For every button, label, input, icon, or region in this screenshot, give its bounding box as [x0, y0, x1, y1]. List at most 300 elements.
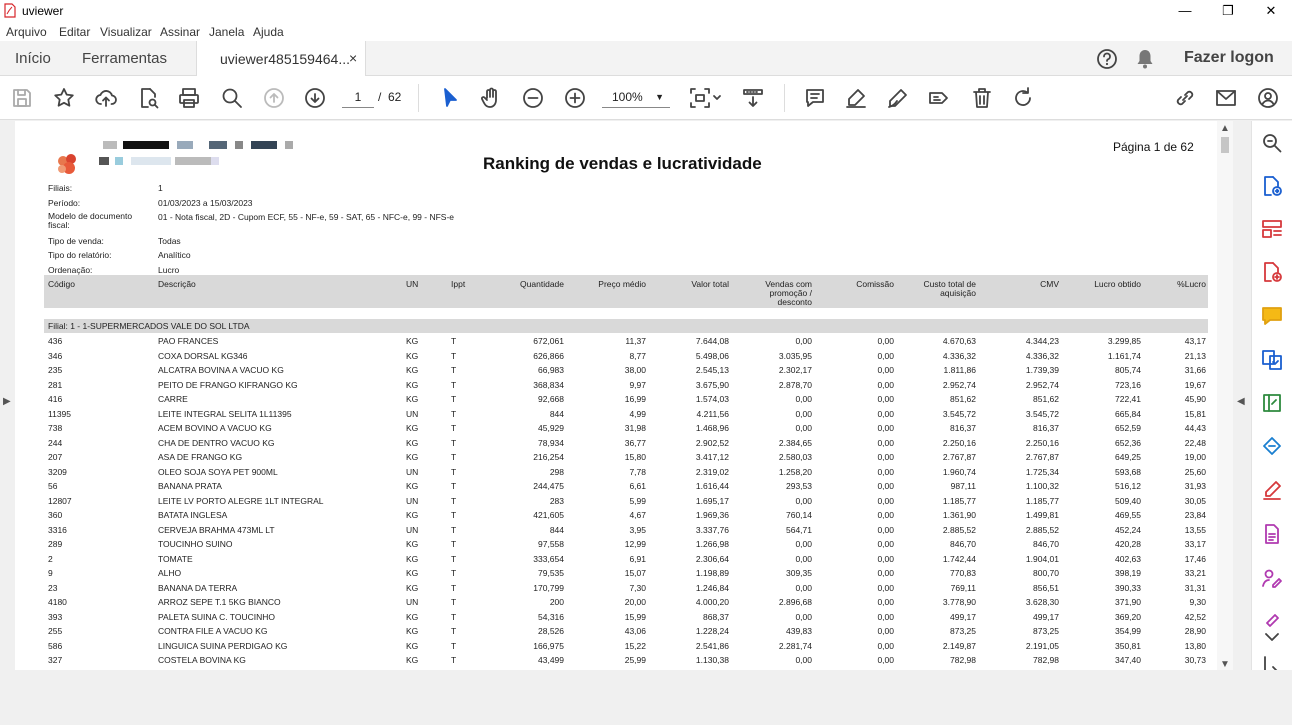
cell-code: 9: [48, 568, 53, 578]
cell-acq-cost: 769,11: [950, 582, 976, 593]
cell-unit: KG: [406, 655, 419, 665]
cell-cmv: 2.191,05: [1025, 640, 1059, 651]
cell-unit: KG: [406, 423, 419, 433]
cell-promo-sales: 1.258,20: [778, 466, 812, 477]
pdf-app-icon: [4, 3, 16, 18]
cell-description: TOUCINHO SUINO: [158, 539, 233, 549]
cell-acq-cost: 782,98: [950, 655, 976, 665]
cell-cmv: 2.952,74: [1025, 379, 1059, 390]
comment-icon[interactable]: [803, 86, 827, 110]
minimize-button[interactable]: —: [1178, 3, 1192, 18]
table-row: [44, 450, 1208, 465]
cell-commission: 0,00: [877, 524, 894, 535]
cell-total-value: 3.337,76: [695, 524, 729, 535]
cell-code: 346: [48, 350, 63, 361]
table-row: [44, 436, 1208, 451]
toolbar-divider: [784, 84, 785, 112]
cell-unit: KG: [406, 611, 419, 622]
cell-acq-cost: 499,17: [950, 611, 976, 622]
cell-ippt: T: [451, 379, 457, 390]
cell-commission: 0,00: [877, 452, 894, 462]
meta-label: Filiais:: [48, 183, 73, 193]
zoom-search-tool-icon[interactable]: [1261, 132, 1285, 156]
redacted-address: [175, 157, 211, 165]
cell-code: 586: [48, 640, 63, 651]
cell-total-value: 7.644,08: [695, 336, 729, 346]
meta-label: Tipo do relatório:: [48, 250, 112, 260]
next-page-icon[interactable]: [303, 86, 327, 110]
cell-profit-percent: 21,13: [1184, 350, 1206, 361]
right-panel-collapse[interactable]: [1233, 121, 1251, 670]
rotate-icon[interactable]: [1011, 86, 1035, 110]
cell-profit: 402,63: [1115, 553, 1141, 564]
table-row: [44, 494, 1208, 509]
fill-sign-icon[interactable]: [1261, 479, 1285, 503]
cell-ippt: T: [451, 437, 457, 448]
table-row: [44, 610, 1208, 625]
cell-unit: KG: [406, 582, 419, 593]
cell-commission: 0,00: [877, 640, 894, 651]
cell-promo-sales: 0,00: [795, 336, 812, 346]
cell-acq-cost: 1.960,74: [942, 466, 976, 477]
cell-cmv: 3.545,72: [1025, 408, 1059, 419]
menu-ajuda[interactable]: Ajuda: [253, 25, 284, 39]
table-row: [44, 349, 1208, 364]
cell-code: 3209: [48, 466, 67, 477]
tab-document[interactable]: [196, 41, 366, 76]
hand-tool-icon[interactable]: [479, 86, 503, 110]
cell-ippt: T: [451, 452, 457, 462]
cell-ippt: T: [451, 481, 457, 491]
cell-total-value: 2.545,13: [695, 365, 729, 375]
cell-cmv: 1.185,77: [1025, 495, 1059, 506]
cell-description: CARRE: [158, 394, 188, 404]
cell-description: ACEM BOVINO A VACUO KG: [158, 423, 272, 433]
menu-janela[interactable]: Janela: [209, 25, 245, 39]
cell-acq-cost: 2.952,74: [942, 379, 976, 390]
cell-ippt: T: [451, 568, 457, 578]
redacted-address: [131, 157, 171, 165]
cell-unit: KG: [406, 481, 419, 491]
scan-ocr-icon[interactable]: [1261, 435, 1285, 459]
zoom-select[interactable]: [602, 86, 670, 108]
cell-ippt: T: [451, 582, 457, 593]
cell-avg-price: 11,37: [625, 336, 646, 346]
scrollbar-thumb[interactable]: [1221, 137, 1229, 153]
cell-ippt: T: [451, 365, 457, 375]
cell-acq-cost: 2.250,16: [942, 437, 976, 448]
cell-code: 2: [48, 553, 53, 564]
table-row: [44, 334, 1208, 349]
cell-total-value: 2.319,02: [695, 466, 729, 477]
cell-code: 436: [48, 336, 63, 346]
cell-total-value: 1.574,03: [695, 394, 729, 404]
cell-total-value: 1.198,89: [695, 568, 729, 578]
cell-description: BANANA PRATA: [158, 481, 222, 491]
cell-description: PEITO DE FRANGO KIFRANGO KG: [158, 379, 298, 390]
cell-commission: 0,00: [877, 336, 894, 346]
cell-profit-percent: 30,73: [1184, 655, 1206, 665]
cell-promo-sales: 564,71: [786, 524, 812, 535]
cell-profit: 354,99: [1115, 626, 1141, 636]
cell-profit: 452,24: [1115, 524, 1141, 535]
table-row: [44, 566, 1208, 581]
cell-promo-sales: 293,53: [786, 481, 812, 491]
cell-promo-sales: 0,00: [795, 611, 812, 622]
cell-profit: 469,55: [1115, 510, 1141, 520]
cell-code: 416: [48, 394, 63, 404]
cell-profit: 723,16: [1115, 379, 1141, 390]
cell-cmv: 1.100,32: [1025, 481, 1059, 491]
cell-promo-sales: 0,00: [795, 539, 812, 549]
share-link-icon[interactable]: [1173, 86, 1197, 110]
table-row: [44, 595, 1208, 610]
cell-profit-percent: 28,90: [1184, 626, 1206, 636]
tab-bar: [0, 41, 1292, 76]
cell-unit: UN: [406, 495, 419, 506]
cell-cmv: 4.344,23: [1025, 336, 1059, 346]
cell-acq-cost: 1.361,90: [942, 510, 976, 520]
meta-value: 1: [158, 183, 163, 193]
highlighter-icon[interactable]: [844, 86, 868, 110]
cell-profit: 369,20: [1115, 611, 1141, 622]
cell-commission: 0,00: [877, 365, 894, 375]
cell-acq-cost: 846,70: [950, 539, 976, 549]
col-ippt: Ippt: [451, 279, 466, 289]
cell-cmv: 1.499,81: [1025, 510, 1059, 520]
document-viewport[interactable]: [15, 121, 1217, 670]
cell-profit: 371,90: [1115, 597, 1141, 607]
tab-home[interactable]: Início: [15, 50, 51, 67]
edit-pdf-icon[interactable]: [1261, 392, 1285, 416]
comment-tool-icon[interactable]: [1261, 305, 1285, 329]
meta-value: Lucro: [158, 265, 180, 275]
meta-value: 01 - Nota fiscal, 2D - Cupom ECF, 55 - NF-e, 59 - SAT, 65 - NFC-e, 99 - NFS-e: [158, 212, 455, 222]
print-icon[interactable]: [177, 86, 201, 110]
cell-code: 738: [48, 423, 63, 433]
redacted-company-name: [209, 141, 227, 149]
cell-quantity: 170,799: [533, 582, 564, 593]
cell-quantity: 216,254: [533, 452, 564, 462]
cell-cmv: 1.739,39: [1025, 365, 1059, 375]
cell-avg-price: 20,00: [624, 597, 646, 607]
cell-avg-price: 7,78: [629, 466, 646, 477]
cell-total-value: 4.000,20: [695, 597, 729, 607]
window-title: uviewer: [22, 4, 64, 18]
menu-bar: [0, 22, 1292, 41]
col-comissao: Comissão: [856, 279, 894, 289]
cell-acq-cost: 2.767,87: [942, 452, 976, 462]
stamp-tag-icon[interactable]: [927, 86, 951, 110]
cell-total-value: 868,37: [703, 611, 729, 622]
cell-quantity: 421,605: [533, 510, 564, 520]
cell-profit: 516,12: [1115, 481, 1141, 491]
cell-profit: 390,33: [1115, 582, 1141, 593]
cell-description: BATATA INGLESA: [158, 510, 228, 520]
bookmark-star-icon[interactable]: [52, 86, 76, 110]
cell-promo-sales: 760,14: [786, 510, 812, 520]
cell-ippt: T: [451, 466, 457, 477]
table-row: [44, 465, 1208, 480]
combine-files-icon[interactable]: [1261, 349, 1285, 373]
close-tab-icon[interactable]: ×: [349, 50, 358, 66]
cell-commission: 0,00: [877, 568, 894, 578]
delete-icon[interactable]: [970, 86, 994, 110]
cell-avg-price: 7,30: [629, 582, 646, 593]
cell-profit-percent: 13,55: [1184, 524, 1206, 535]
cell-promo-sales: 0,00: [795, 582, 812, 593]
upload-cloud-icon[interactable]: [94, 86, 118, 110]
cell-acq-cost: 1.742,44: [942, 553, 976, 564]
col-quantidade: Quantidade: [520, 279, 564, 289]
table-header: [44, 275, 1208, 308]
cell-description: ARROZ SEPE T.1 5KG BIANCO: [158, 597, 281, 607]
cell-unit: UN: [406, 466, 419, 477]
cell-cmv: 782,98: [1033, 655, 1059, 665]
cell-commission: 0,00: [877, 350, 894, 361]
cell-profit: 1.161,74: [1107, 350, 1141, 361]
meta-label: Modelo de documento fiscal:: [48, 211, 133, 230]
cell-promo-sales: 0,00: [795, 655, 812, 665]
cell-profit: 3.299,85: [1107, 336, 1141, 346]
cell-profit: 805,74: [1115, 365, 1141, 375]
redacted-company-name: [103, 141, 117, 149]
vertical-scrollbar[interactable]: [1217, 121, 1233, 670]
col-valor-total: Valor total: [691, 279, 729, 289]
cell-unit: KG: [406, 394, 419, 404]
cell-avg-price: 15,07: [624, 568, 646, 578]
cell-unit: UN: [406, 524, 419, 535]
cell-ippt: T: [451, 350, 457, 361]
help-icon[interactable]: [1096, 48, 1118, 70]
cell-promo-sales: 0,00: [795, 495, 812, 506]
cell-commission: 0,00: [877, 626, 894, 636]
page-separator: /: [378, 90, 382, 104]
draw-pen-icon[interactable]: [886, 86, 910, 110]
scroll-up-icon[interactable]: ▲: [1220, 123, 1230, 134]
cell-profit-percent: 19,00: [1184, 452, 1206, 462]
cell-quantity: 626,866: [533, 350, 564, 361]
file-search-icon[interactable]: [136, 86, 160, 110]
cell-description: BANANA DA TERRA: [158, 582, 238, 593]
company-logo-icon: [55, 153, 83, 177]
fit-page-icon[interactable]: [688, 86, 722, 110]
cell-profit-percent: 19,67: [1184, 379, 1206, 390]
cell-profit-percent: 44,43: [1184, 423, 1206, 433]
cell-acq-cost: 851,62: [950, 394, 976, 404]
close-window-button[interactable]: ✕: [1265, 3, 1277, 18]
cell-total-value: 2.306,64: [695, 553, 729, 564]
cell-acq-cost: 4.336,32: [942, 350, 976, 361]
select-cursor-icon[interactable]: [438, 86, 462, 110]
col-cmv: CMV: [1040, 279, 1059, 289]
table-row: [44, 407, 1208, 422]
cell-ippt: T: [451, 336, 457, 346]
cell-profit: 652,36: [1115, 437, 1141, 448]
cell-profit-percent: 13,80: [1184, 640, 1206, 651]
cell-cmv: 856,51: [1033, 582, 1059, 593]
cell-description: CERVEJA BRAHMA 473ML LT: [158, 524, 275, 535]
cell-code: 11395: [48, 408, 72, 419]
cell-profit-percent: 31,66: [1184, 365, 1206, 375]
status-area: [0, 670, 1292, 725]
email-icon[interactable]: [1214, 86, 1238, 110]
meta-label: Tipo de venda:: [48, 236, 104, 246]
login-button[interactable]: Fazer logon: [1184, 49, 1274, 66]
cell-total-value: 1.695,17: [695, 495, 729, 506]
table-row: [44, 653, 1208, 668]
cell-commission: 0,00: [877, 655, 894, 665]
cell-avg-price: 6,61: [629, 481, 646, 491]
cell-description: PAO FRANCES: [158, 336, 219, 346]
cell-profit: 593,68: [1115, 466, 1141, 477]
cell-code: 281: [48, 379, 63, 390]
cell-description: PALETA SUINA C. TOUCINHO: [158, 611, 275, 622]
request-signature-icon[interactable]: [1261, 567, 1285, 591]
page-number-input[interactable]: 1: [342, 86, 374, 108]
export-pdf-icon[interactable]: [1261, 175, 1285, 199]
cell-avg-price: 15,99: [624, 611, 646, 622]
cell-promo-sales: 439,83: [786, 626, 812, 636]
scroll-down-icon[interactable]: ▼: [1220, 659, 1230, 670]
cell-quantity: 97,558: [538, 539, 564, 549]
cell-commission: 0,00: [877, 582, 894, 593]
cell-code: 12807: [48, 495, 72, 506]
previous-page-icon[interactable]: [262, 86, 286, 110]
cell-code: 23: [48, 582, 58, 593]
meta-value: 01/03/2023 a 15/03/2023: [158, 198, 253, 208]
cell-acq-cost: 3.778,90: [942, 597, 976, 607]
cell-total-value: 4.211,56: [696, 408, 729, 419]
cell-profit-percent: 9,30: [1189, 597, 1206, 607]
cell-acq-cost: 2.149,87: [942, 640, 976, 651]
cell-code: 56: [48, 481, 58, 491]
tab-tools[interactable]: Ferramentas: [82, 50, 168, 67]
cell-ippt: T: [451, 626, 457, 636]
cell-avg-price: 6,91: [629, 553, 646, 564]
cell-avg-price: 15,80: [624, 452, 646, 462]
cell-description: COSTELA BOVINA KG: [158, 655, 246, 665]
cell-cmv: 873,25: [1033, 626, 1059, 636]
cell-unit: KG: [406, 553, 419, 564]
cell-profit-percent: 15,81: [1184, 408, 1206, 419]
cell-quantity: 92,668: [538, 394, 564, 404]
cell-total-value: 3.675,90: [695, 379, 729, 390]
cell-avg-price: 12,99: [624, 539, 646, 549]
col-custo-total: Custo total de aquisição: [923, 279, 976, 298]
create-pdf-icon[interactable]: [1261, 261, 1285, 285]
zoom-value: 100%: [612, 90, 643, 104]
send-for-review-icon[interactable]: [1261, 523, 1285, 547]
cell-profit-percent: 45,90: [1184, 394, 1206, 404]
cell-ippt: T: [451, 655, 457, 665]
redacted-company-name: [177, 141, 193, 149]
cell-unit: KG: [406, 379, 419, 390]
cell-code: 244: [48, 437, 63, 448]
cell-description: OLEO SOJA SOYA PET 900ML: [158, 466, 278, 477]
report-page-number: Página 1 de 62: [1113, 140, 1194, 154]
account-icon[interactable]: [1256, 86, 1280, 110]
cell-unit: KG: [406, 365, 419, 375]
title-bar: [0, 0, 1292, 22]
restore-button[interactable]: ❐: [1222, 3, 1234, 18]
redacted-address: [99, 157, 109, 165]
cell-profit: 649,25: [1115, 452, 1141, 462]
menu-visualizar[interactable]: Visualizar: [100, 25, 152, 39]
cell-profit-percent: 43,17: [1184, 336, 1206, 346]
menu-arquivo[interactable]: Arquivo: [6, 25, 47, 39]
meta-value: Todas: [158, 236, 181, 246]
cell-unit: KG: [406, 539, 419, 549]
cell-quantity: 54,316: [538, 611, 564, 622]
table-row: [44, 581, 1208, 596]
cell-profit: 350,81: [1115, 640, 1141, 651]
cell-quantity: 368,834: [533, 379, 564, 390]
cell-code: 207: [48, 452, 63, 462]
cell-quantity: 166,975: [533, 640, 564, 651]
cell-quantity: 45,929: [538, 423, 564, 433]
cell-unit: KG: [406, 640, 419, 651]
more-tools-chevron-icon[interactable]: [1261, 626, 1285, 650]
cell-avg-price: 3,95: [629, 524, 646, 535]
cell-ippt: T: [451, 640, 457, 651]
table-row: [44, 392, 1208, 407]
cell-unit: KG: [406, 626, 419, 636]
left-panel-toggle[interactable]: [0, 121, 15, 670]
zoom-out-icon[interactable]: [521, 86, 545, 110]
cell-unit: KG: [406, 510, 419, 520]
cell-ippt: T: [451, 394, 457, 404]
cell-description: LEITE LV PORTO ALEGRE 1LT INTEGRAL: [158, 495, 324, 506]
document-tab-label: uviewer485159464...: [220, 51, 350, 67]
cell-avg-price: 8,77: [629, 350, 646, 361]
cell-total-value: 1.969,36: [695, 510, 729, 520]
menu-assinar[interactable]: Assinar: [160, 25, 201, 39]
cell-cmv: 1.725,34: [1025, 466, 1059, 477]
cell-quantity: 43,499: [538, 655, 564, 665]
table-row: [44, 639, 1208, 654]
cell-acq-cost: 2.885,52: [942, 524, 976, 535]
cell-commission: 0,00: [877, 437, 894, 448]
cell-commission: 0,00: [877, 597, 894, 607]
cell-total-value: 1.228,24: [695, 626, 729, 636]
cell-promo-sales: 2.896,68: [778, 597, 812, 607]
cell-description: ALCATRA BOVINA A VACUO KG: [158, 365, 284, 375]
redacted-address: [211, 157, 219, 165]
report-title: Ranking de vendas e lucratividade: [483, 154, 762, 173]
cell-acq-cost: 3.545,72: [942, 408, 976, 419]
organize-pages-icon[interactable]: [1261, 218, 1285, 242]
cell-total-value: 2.902,52: [695, 437, 729, 448]
menu-editar[interactable]: Editar: [59, 25, 91, 39]
bell-icon[interactable]: [1135, 48, 1155, 70]
save-icon[interactable]: [10, 86, 34, 110]
cell-quantity: 78,934: [538, 437, 564, 448]
cell-profit: 509,40: [1115, 495, 1141, 506]
scroll-mode-icon[interactable]: [741, 86, 765, 110]
cell-promo-sales: 2.384,65: [778, 437, 812, 448]
cell-quantity: 333,654: [533, 553, 564, 564]
cell-profit: 722,41: [1115, 394, 1141, 404]
cell-profit-percent: 22,48: [1184, 437, 1206, 448]
zoom-search-icon[interactable]: [220, 86, 244, 110]
cell-cmv: 816,37: [1033, 423, 1059, 433]
cell-acq-cost: 873,25: [950, 626, 976, 636]
zoom-in-icon[interactable]: [563, 86, 587, 110]
cell-cmv: 846,70: [1033, 539, 1059, 549]
cell-unit: UN: [406, 597, 419, 607]
cell-unit: UN: [406, 408, 419, 419]
